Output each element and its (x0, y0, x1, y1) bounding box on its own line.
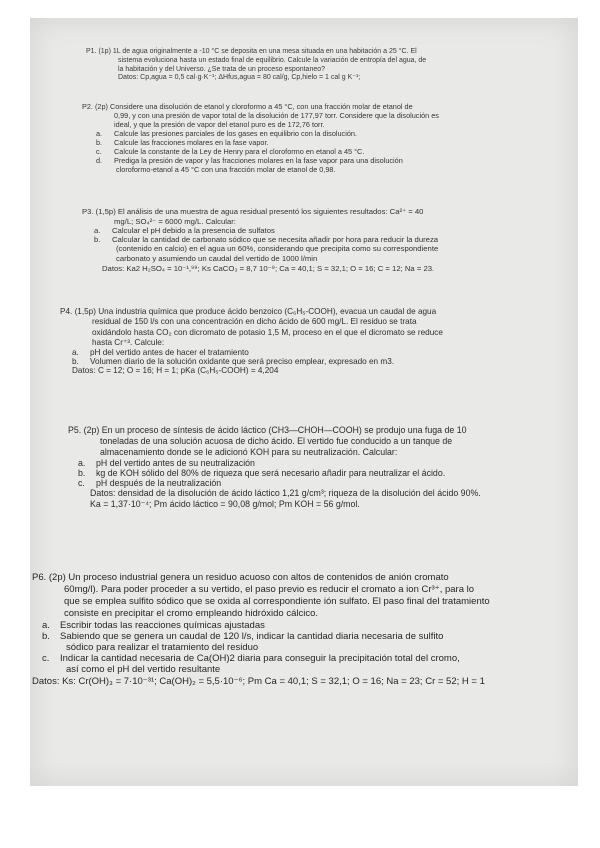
item-letter: b. (96, 138, 103, 148)
problem-6-line: P6. (2p) Un proceso industrial genera un residuo acuoso con altos de contenidos de anión cromato (32, 572, 449, 583)
problem-2-item-a (82, 129, 439, 138)
problem-2-item-b (82, 138, 439, 147)
item-text: kg de KOH sólido del 80% de riqueza que será necesario añadir para neutralizar el ácido. (96, 467, 446, 478)
item-text: pH después de la neutralización (96, 477, 222, 488)
item-text: Calcular la cantidad de carbonato sódico que se necesita añadir por hora para reducir la dureza (112, 235, 439, 245)
problem-6-item-b (32, 631, 490, 642)
item-letter: c. (96, 147, 102, 157)
problem-4-item-a (60, 348, 443, 357)
item-text: pH del vertido antes de hacer el tratamiento (90, 348, 249, 357)
item-letter: a. (72, 348, 79, 357)
problem-6-item-b-cont: sódico para realizar el tratamiento del residuo (66, 641, 259, 653)
item-letter: a. (78, 457, 86, 468)
item-text: Calcular el pH debido a la presencia de sulfatos (112, 226, 275, 236)
problem-4-item-b (60, 357, 443, 366)
problem-2-line: 0,99, y con una presión de vapor total de la disolución de 177,97 torr. Considere que la disolución es (114, 111, 439, 121)
problem-6-data: Datos: Ks: Cr(OH)₃ = 7·10⁻³¹; Ca(OH)₂ = 5,5·10⁻⁶; Pm Ca = 40,1; S = 32,1; O = 16; Na = 23; Cr = 52; H = 1 (32, 676, 485, 688)
problem-3-data: Datos: Ka2 H₂SO₄ = 10⁻¹,⁹⁹; Ks CaCO₃ = 8,7 10⁻⁹; Ca = 40,1; S = 32,1; O = 16; C = 12; Na = 23. (102, 263, 435, 273)
exam-sheet (30, 18, 578, 786)
problem-6-item-c (32, 653, 490, 664)
item-letter: c. (42, 653, 50, 665)
problem-4-line: oxidándolo hasta CO₂ con dicromato de potasio 1,5 M, proceso en el que el dicromato se reduce (92, 327, 443, 337)
problem-5-data: Datos: densidad de la disolución de ácido láctico 1,21 g/cm³; riqueza de la disolución del ácido 90%. (90, 487, 481, 498)
problem-4-line: hasta Cr⁺³. Calcule: (92, 337, 165, 347)
problem-4 (60, 307, 443, 376)
item-text: Calcule la constante de la Ley de Henry para el cloroformo en etanol a 45 °C. (114, 147, 365, 157)
problem-5-line: P5. (2p) En un proceso de síntesis de ácido láctico (CH3—CHOH—COOH) se produjo una fuga de 10 (68, 425, 467, 435)
problem-6-line: 60mg/l). Para poder proceder a su vertido, el paso previo es reducir el cromato a ion Cr³⁺, para lo (64, 583, 475, 595)
item-letter: b. (42, 630, 50, 642)
item-text: Prediga la presión de vapor y las fracciones molares en la fase vapor para una disolución (114, 156, 403, 166)
problem-5-data: Ka = 1,37·10⁻⁴; Pm ácido láctico = 90,08 g/mol; Pm KOH = 56 g/mol. (90, 498, 360, 509)
problem-3-item-b-cont: (contenido en calcio) en el agua un 60%, considerando que precipita como su correspondiente (116, 244, 439, 254)
problem-1-data: Datos: Cp,agua = 0,5 cal·g·K⁻¹; ΔHfus,agua = 80 cal/g, Cp,hielo = 1 cal g K⁻¹; (118, 74, 361, 82)
problem-6-item-c-cont: así como el pH del vertido resultante (66, 664, 221, 676)
item-text: Indicar la cantidad necesaria de Ca(OH)2 diaria para conseguir la precipitación total del cromo, (60, 653, 460, 665)
problem-3-item-b (82, 235, 438, 244)
problem-2-line: P2. (2p) Considere una disolución de etanol y cloroformo a 45 °C, con una fracción molar de etanol de (82, 102, 413, 111)
item-text: Escribir todas las reacciones químicas ajustadas (60, 619, 265, 631)
item-text: Volumen diario de la solución oxidante que será preciso emplear, expresado en m3. (90, 357, 395, 366)
problem-5-line: almacenamiento donde se le adicionó KOH para su neutralización. Calcular: (100, 446, 398, 457)
problem-1-line: sistema evoluciona hasta un estado final de equilibrio. Calcule la variación de entropía del agua, de (118, 56, 427, 64)
problem-5-item-b (68, 468, 481, 478)
item-text: Calcule las presiones parciales de los gases en equilibrio con la disolución. (114, 129, 357, 139)
item-letter: a. (96, 129, 103, 139)
problem-2-item-d (82, 156, 439, 165)
problem-3-item-a (82, 226, 438, 235)
problem-6 (32, 572, 490, 688)
item-letter: d. (96, 156, 103, 166)
item-text: Calcule las fracciones molares en la fase vapor. (114, 138, 269, 148)
problem-3-item-b-cont: carbonato y asumiendo un caudal del vertido de 1000 l/min (116, 253, 318, 263)
problem-5-line: toneladas de una solución acuosa de dicho ácido. El vertido fue conducido a un tanque de (100, 435, 453, 446)
problem-5 (68, 425, 481, 510)
problem-3-line: P3. (1,5p) El análisis de una muestra de agua residual presentó los siguientes resultados: Ca²⁺ = 40 (82, 207, 424, 216)
problem-1 (86, 48, 426, 83)
item-text: pH del vertido antes de su neutralización (96, 457, 255, 468)
problem-1-line: P1. (1p) 1L de agua originalmente a -10 °C se deposita en una mesa situada en una habitación a 25 °C. El (86, 48, 417, 55)
problem-6-line: que se emplea sulfito sódico que se oxida al correspondiente ión sulfato. El paso final del tratamiento (64, 595, 490, 607)
problem-5-item-a (68, 458, 481, 468)
problem-1-line: la habitación y del Universo. ¿Se trata de un proceso espontaneo? (118, 65, 326, 73)
problem-3-line: mg/L; SO₄²⁻ = 6000 mg/L. Calcular: (114, 216, 236, 226)
item-text: Sabiendo que se genera un caudal de 120 l/s, indicar la cantidad diaria necesaria de sulfito (60, 630, 444, 642)
problem-4-line: P4. (1,5p) Una industria química que produce ácido benzoico (C₆H₅-COOH), evacua un caudal de agua (60, 307, 437, 316)
problem-5-item-c (68, 478, 481, 488)
problem-2 (82, 102, 439, 174)
problem-2-item-d-cont: cloroformo-etanol a 45 °C con una fracción molar de etanol de 0,98. (116, 165, 336, 175)
problem-2-line: ideal, y que la presión de vapor del etanol puro es de 172,76 torr. (114, 120, 325, 130)
problem-3 (82, 207, 438, 273)
item-letter: b. (94, 235, 101, 245)
problem-2-item-c (82, 147, 439, 156)
problem-4-line: residual de 150 l/s con una concentración en dicho ácido de 600 mg/L. El residuo se trata (92, 317, 417, 327)
item-letter: a. (42, 619, 50, 631)
item-letter: b. (72, 357, 79, 366)
problem-6-item-a (32, 620, 490, 631)
problem-6-line: consiste en precipitar el cromo empleando hidróxido cálcico. (64, 607, 318, 619)
item-letter: a. (94, 226, 101, 236)
problem-4-data: Datos: C = 12; O = 16; H = 1; pKa (C₆H₅-COOH) = 4,204 (72, 366, 279, 375)
item-letter: c. (78, 477, 85, 488)
item-letter: b. (78, 467, 86, 478)
